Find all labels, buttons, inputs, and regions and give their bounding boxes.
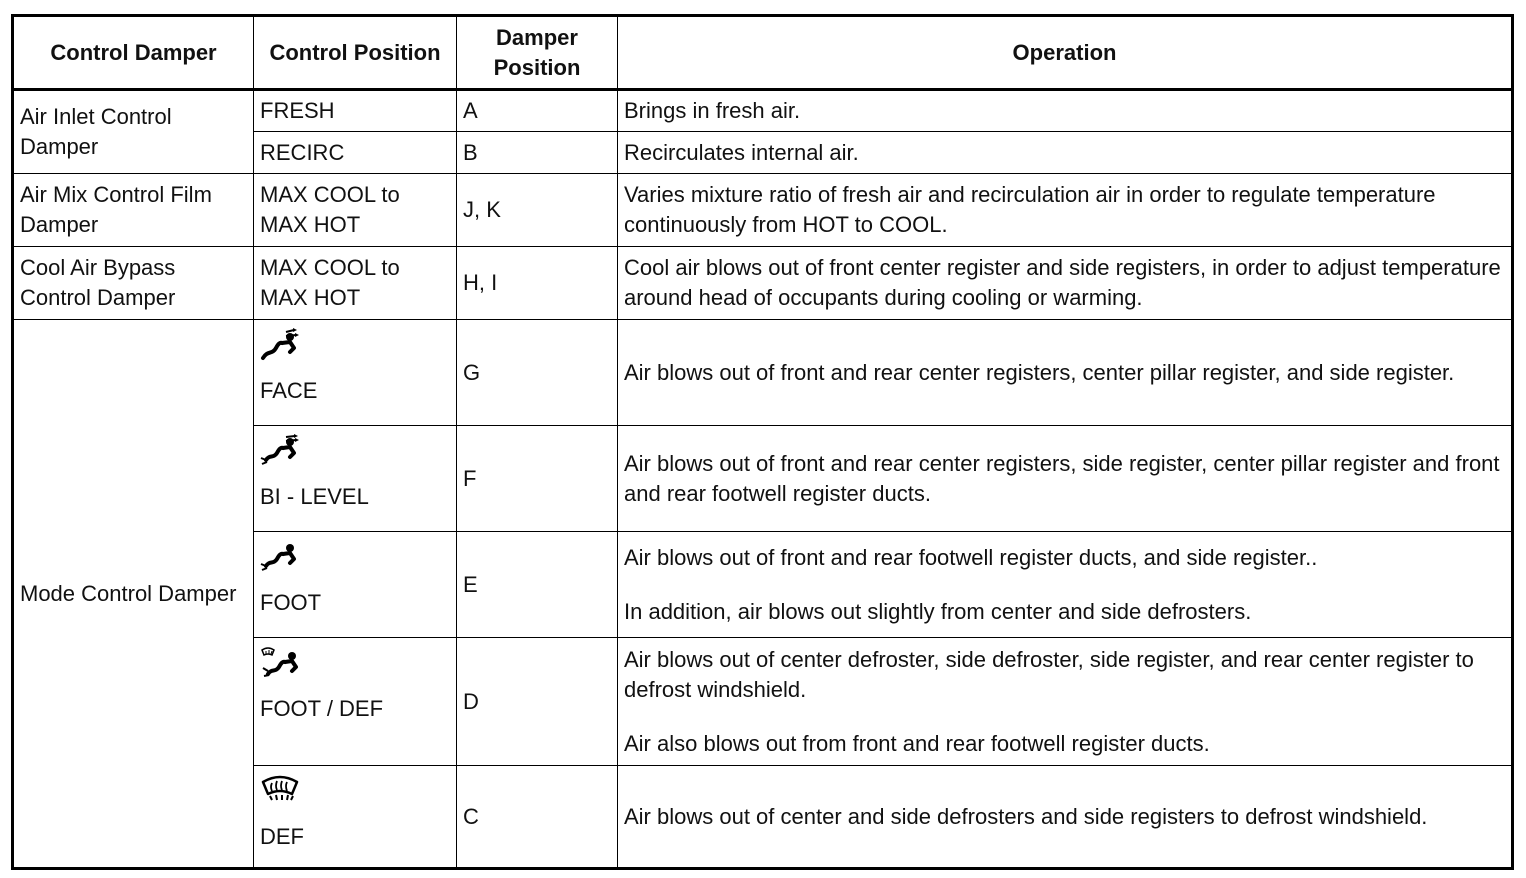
damper-position-cell: E: [457, 532, 618, 638]
control-position-cell: MAX COOL to MAX HOT: [254, 174, 457, 247]
foot-vent-icon: [260, 540, 304, 576]
damper-position-cell: F: [457, 426, 618, 532]
operation-text: Air blows out of center defroster, side defroster, side register, and rear center register to defrost windshield.: [624, 646, 1474, 702]
operation-text: Air also blows out from front and rear footwell register ducts.: [624, 730, 1210, 756]
control-position-label: DEF: [260, 824, 304, 849]
defrost-icon: [260, 774, 304, 810]
operation-cell: [618, 766, 1513, 869]
foot-defrost-icon: [260, 646, 304, 682]
control-position-cell: MAX COOL to MAX HOT: [254, 247, 457, 320]
control-position-cell: RECIRC: [254, 132, 457, 174]
control-damper-cell: Mode Control Damper: [13, 320, 254, 869]
operation-text: Air blows out of front and rear footwell register ducts, and side register..: [624, 544, 1318, 570]
header-row: [13, 16, 1513, 90]
operation-text: Air blows out of front and rear center registers, center pillar register, and side register.: [624, 359, 1455, 385]
control-position-cell: [254, 320, 457, 426]
operation-text: Varies mixture ratio of fresh air and recirculation air in order to regulate temperature continuously from HOT to COOL.: [624, 182, 1436, 237]
operation-text: Brings in fresh air.: [624, 98, 801, 123]
damper-position-cell: G: [457, 320, 618, 426]
header-damper-position: Damper Position: [457, 16, 618, 90]
damper-position-cell: A: [457, 90, 618, 132]
operation-text: In addition, air blows out slightly from center and side defrosters.: [624, 598, 1252, 624]
bi-level-vent-icon: [260, 434, 304, 470]
control-position-cell: [254, 638, 457, 766]
operation-cell: [618, 90, 1513, 132]
operation-cell: [618, 247, 1513, 320]
face-vent-icon: [260, 328, 304, 364]
table-row: [13, 90, 1513, 132]
table-row: [13, 320, 1513, 426]
control-damper-cell: Cool Air Bypass Control Damper: [13, 247, 254, 320]
control-position-cell: FRESH: [254, 90, 457, 132]
control-position-label: BI - LEVEL: [260, 484, 369, 509]
damper-position-cell: D: [457, 638, 618, 766]
operation-text: Recirculates internal air.: [624, 139, 859, 165]
control-damper-cell: Air Mix Control Film Damper: [13, 174, 254, 247]
damper-operation-table: [11, 14, 1514, 870]
operation-cell: [618, 132, 1513, 174]
damper-position-cell: C: [457, 766, 618, 869]
control-position-cell: [254, 532, 457, 638]
operation-text: Air blows out of center and side defrosters and side registers to defrost windshield.: [624, 803, 1428, 829]
damper-position-cell: B: [457, 132, 618, 174]
header-control-position: Control Position: [254, 16, 457, 90]
header-operation: Operation: [618, 16, 1513, 90]
damper-position-cell: H, I: [457, 247, 618, 320]
operation-text: Air blows out of front and rear center registers, side register, center pillar register and front and rear footwell register ducts.: [624, 450, 1500, 506]
table-row: [13, 174, 1513, 247]
control-position-label: FOOT / DEF: [260, 696, 384, 721]
control-position-cell: [254, 426, 457, 532]
control-position-label: FOOT: [260, 590, 322, 615]
operation-cell: [618, 174, 1513, 247]
control-damper-cell: Air Inlet Control Damper: [13, 90, 254, 174]
header-control-damper: Control Damper: [13, 16, 254, 90]
operation-cell: [618, 638, 1513, 766]
damper-position-cell: J, K: [457, 174, 618, 247]
operation-cell: [618, 532, 1513, 638]
control-position-label: FACE: [260, 378, 318, 403]
table-row: [13, 247, 1513, 320]
control-position-cell: [254, 766, 457, 869]
operation-cell: [618, 320, 1513, 426]
operation-text: Cool air blows out of front center register and side registers, in order to adjust temperature around head of occupants during cooling or warming.: [624, 255, 1501, 310]
operation-cell: [618, 426, 1513, 532]
